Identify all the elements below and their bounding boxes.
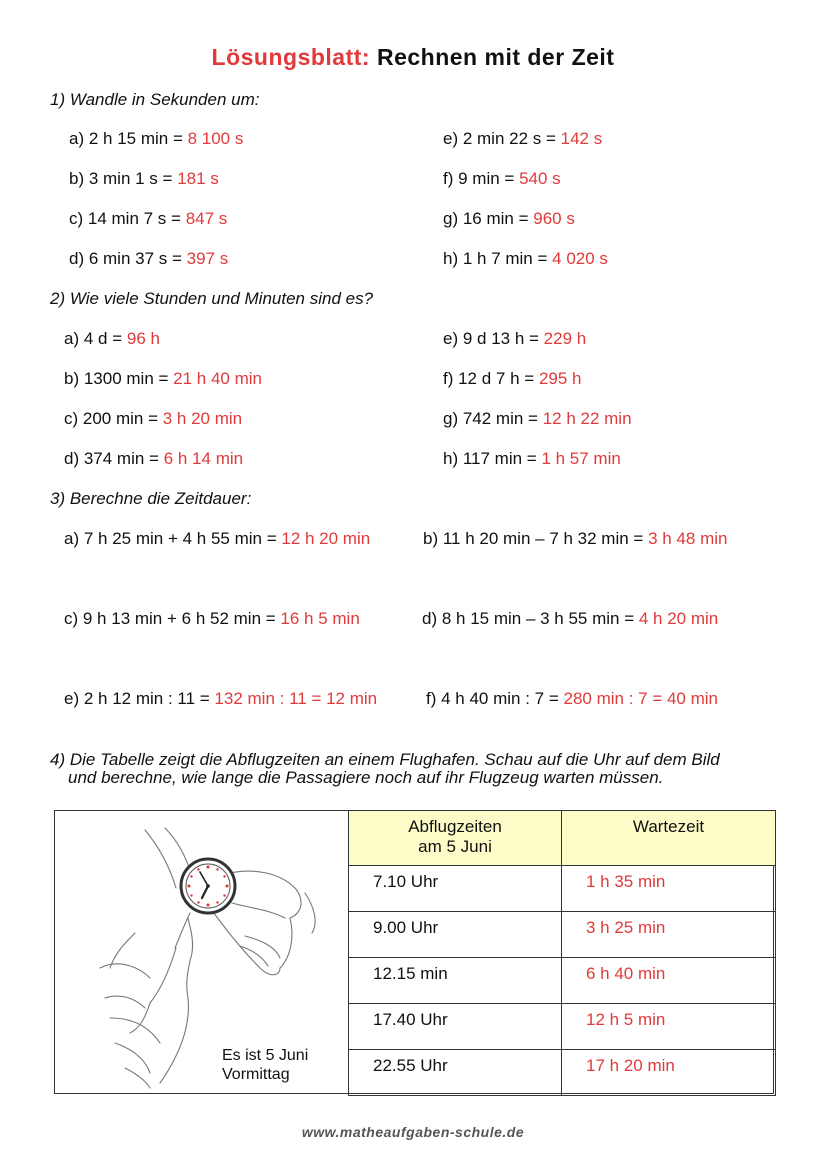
s1-item-f: f) 9 min = 540 s: [443, 169, 561, 188]
table-row: [349, 958, 776, 1004]
clock-icon: [181, 859, 235, 913]
s2-item-h: h) 117 min = 1 h 57 min: [443, 449, 621, 468]
departure-table: [348, 810, 776, 1096]
s1-answer-h: 4 020 s: [552, 249, 608, 268]
s2-item-f: f) 12 d 7 h = 295 h: [443, 369, 582, 388]
s1-answer-a: 8 100 s: [187, 129, 244, 148]
s3-answer-d: 4 h 20 min: [638, 609, 719, 628]
s1-answer-e: 142 s: [560, 129, 603, 148]
table-row: [349, 866, 776, 912]
s2-item-d: d) 374 min = 6 h 14 min: [64, 449, 244, 468]
s2-answer-a: 96 h: [126, 329, 160, 348]
waiting-time: 17 h 20 min: [562, 1050, 776, 1096]
s2-answer-d: 6 h 14 min: [163, 449, 244, 468]
page-title: [0, 44, 826, 71]
s1-item-c: c) 14 min 7 s = 847 s: [69, 209, 228, 228]
s3-item-e: e) 2 h 12 min : 11 = 132 min : 11 = 12 min: [64, 689, 378, 708]
s2-answer-e: 229 h: [543, 329, 587, 348]
s1-answer-g: 960 s: [533, 209, 575, 228]
s3-answer-b: 3 h 48 min: [648, 529, 728, 548]
departure-time: 22.55 Uhr: [349, 1050, 562, 1096]
s2-item-e: e) 9 d 13 h = 229 h: [443, 329, 587, 348]
s1-item-b: b) 3 min 1 s = 181 s: [69, 169, 219, 188]
table-header-row: [349, 811, 776, 866]
s2-item-c: c) 200 min = 3 h 20 min: [64, 409, 243, 428]
s1-item-d: d) 6 min 37 s = 397 s: [69, 249, 229, 268]
s3-answer-e: 132 min : 11 = 12 min: [214, 689, 378, 708]
section2-heading: 2) Wie viele Stunden und Minuten sind es?: [50, 289, 374, 308]
s2-answer-g: 12 h 22 min: [542, 409, 632, 428]
s1-answer-c: 847 s: [185, 209, 228, 228]
s1-item-h: h) 1 h 7 min = 4 020 s: [443, 249, 608, 268]
waiting-time: 6 h 40 min: [562, 958, 776, 1004]
s3-answer-a: 12 h 20 min: [281, 529, 371, 548]
s3-item-a: a) 7 h 25 min + 4 h 55 min = 12 h 20 min: [64, 529, 371, 548]
departure-time: 7.10 Uhr: [349, 866, 562, 912]
footer-url: www.matheaufgaben-schule.de: [301, 1124, 525, 1140]
s3-item-f: f) 4 h 40 min : 7 = 280 min : 7 = 40 min: [426, 689, 719, 708]
section1-heading: 1) Wandle in Sekunden um:: [50, 90, 260, 109]
s2-answer-f: 295 h: [538, 369, 582, 388]
title-text: Rechnen mit der Zeit: [376, 44, 615, 70]
s2-answer-h: 1 h 57 min: [541, 449, 621, 468]
s1-answer-b: 181 s: [177, 169, 219, 188]
section4-heading-line2: und berechne, wie lange die Passagiere noch auf ihr Flugzeug warten müssen.: [68, 768, 664, 787]
waiting-time: 12 h 5 min: [562, 1004, 776, 1050]
s3-item-d: d) 8 h 15 min – 3 h 55 min = 4 h 20 min: [422, 609, 719, 628]
s2-answer-c: 3 h 20 min: [162, 409, 243, 428]
departure-time: 17.40 Uhr: [349, 1004, 562, 1050]
header-departures: Abflugzeiten am 5 Juni: [349, 811, 562, 866]
section3-heading: 3) Berechne die Zeitdauer:: [50, 489, 252, 508]
s3-answer-c: 16 h 5 min: [280, 609, 360, 628]
s2-answer-b: 21 h 40 min: [173, 369, 262, 388]
waiting-time: 1 h 35 min: [562, 866, 776, 912]
s1-answer-d: 397 s: [186, 249, 229, 268]
s2-item-g: g) 742 min = 12 h 22 min: [443, 409, 632, 428]
title-highlight: Lösungsblatt:: [211, 44, 371, 70]
table-row: [349, 1050, 776, 1096]
s3-item-c: c) 9 h 13 min + 6 h 52 min = 16 h 5 min: [64, 609, 360, 628]
waiting-time: 3 h 25 min: [562, 912, 776, 958]
s2-item-a: a) 4 d = 96 h: [64, 329, 160, 348]
s3-item-b: b) 11 h 20 min – 7 h 32 min = 3 h 48 min: [423, 529, 728, 548]
s1-answer-f: 540 s: [519, 169, 561, 188]
departure-time: 12.15 min: [349, 958, 562, 1004]
s3-answer-f: 280 min : 7 = 40 min: [563, 689, 719, 708]
section4-heading-line1: 4) Die Tabelle zeigt die Abflugzeiten an einem Flughafen. Schau auf die Uhr auf dem Bild: [50, 750, 720, 769]
s1-item-a: a) 2 h 15 min = 8 100 s: [69, 129, 244, 148]
s1-item-g: g) 16 min = 960 s: [443, 209, 575, 228]
s2-item-b: b) 1300 min = 21 h 40 min: [64, 369, 262, 388]
departure-time: 9.00 Uhr: [349, 912, 562, 958]
table-row: [349, 1004, 776, 1050]
figure-caption: Es ist 5 Juni Vormittag: [222, 1047, 309, 1083]
s1-item-e: e) 2 min 22 s = 142 s: [443, 129, 603, 148]
header-waiting-time: Wartezeit: [562, 811, 776, 866]
table-row: [349, 912, 776, 958]
